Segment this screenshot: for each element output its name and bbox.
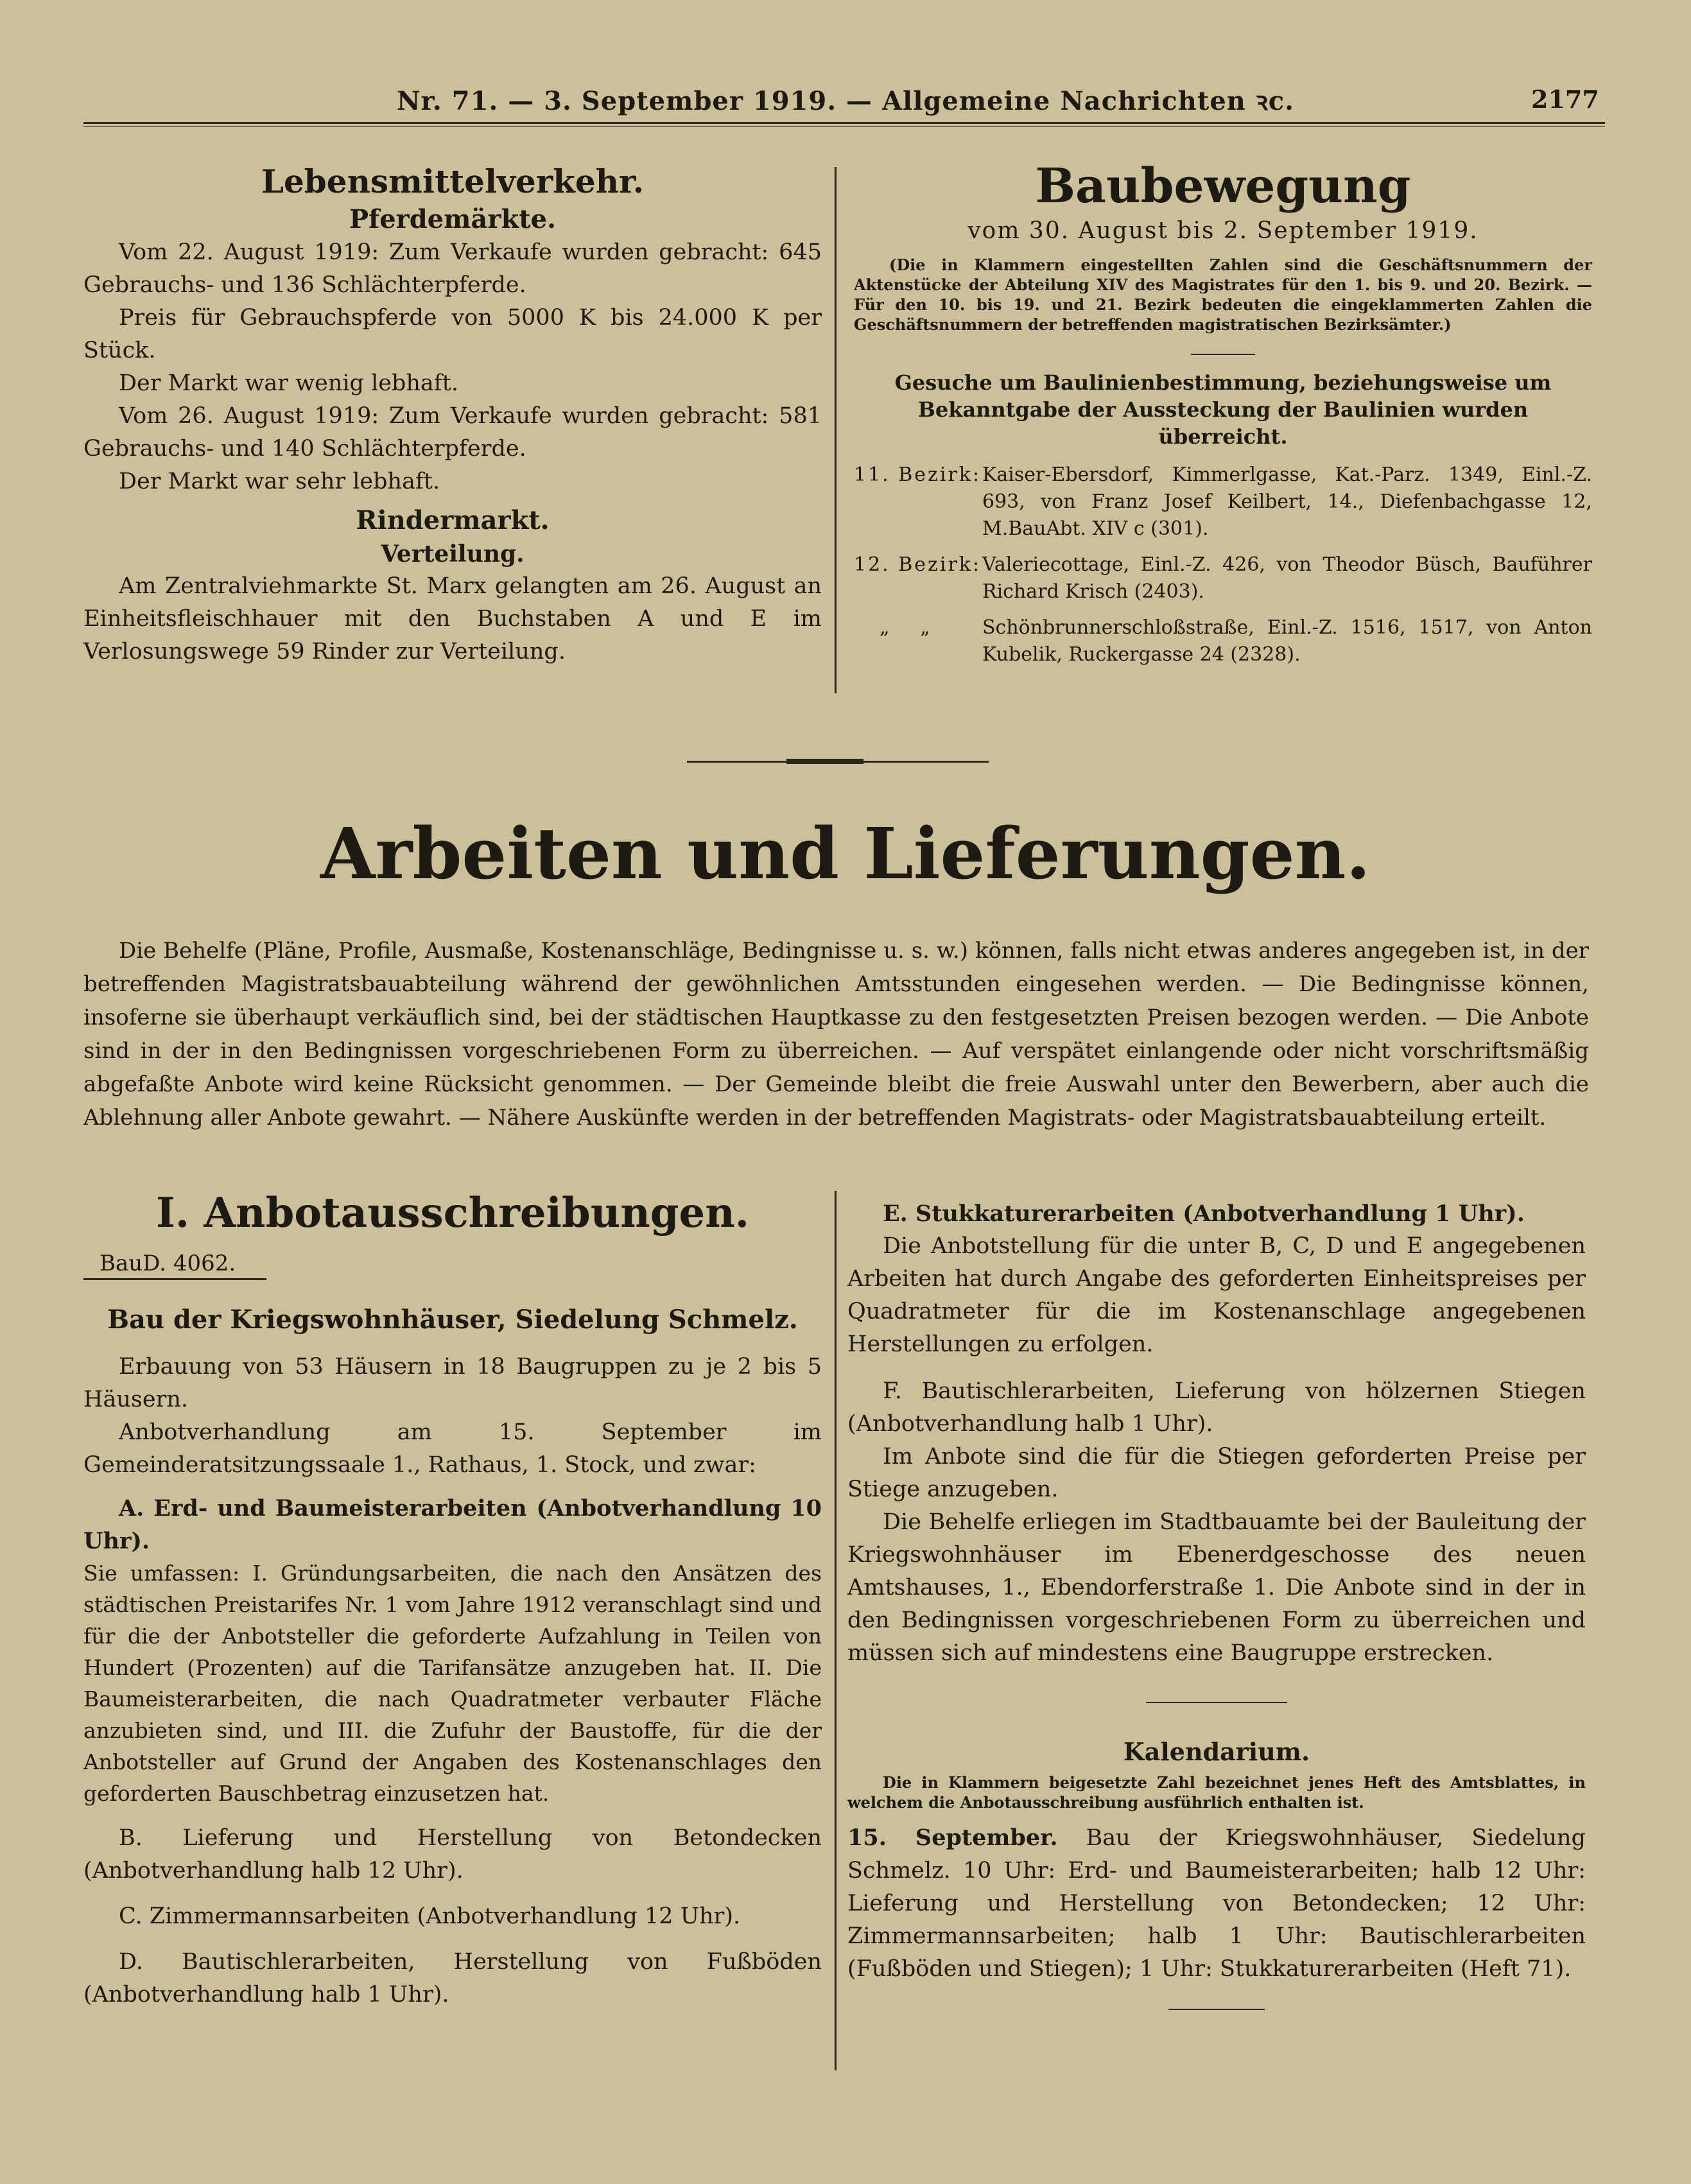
baulinien-title: Gesuche um Baulinienbestimmung, beziehungsweise um Bekanntgabe der Aussteckung der Baulinien wurden überreicht.: [894, 370, 1552, 449]
kalendarium-date: 15. September.: [847, 1824, 1058, 1851]
item-b: B. Lieferung und Herstellung von Betondecken (Anbotverhandlung halb 12 Uhr).: [83, 1825, 822, 1884]
paragraph: Vom 26. August 1919: Zum Verkaufe wurden gebracht: 581 Gebrauchs- und 140 Schlächterpferde.: [83, 403, 822, 462]
paragraph: Der Markt war wenig lebhaft.: [119, 370, 458, 396]
entry-text: Schönbrunnerschloßstraße, Einl.-Z. 1516, 1517, von Anton Kubelik, Ruckergasse 24 (2328).: [982, 616, 1592, 666]
entry-text: Valeriecottage, Einl.-Z. 426, von Theodor Büsch, Bauführer Richard Krisch (2403).: [982, 553, 1592, 603]
heading-kalendarium: Kalendarium.: [1123, 1737, 1310, 1766]
right-bottom-column: [847, 1197, 1586, 2010]
kalendarium-entry: [847, 1821, 1586, 1986]
column-divider-top: [835, 167, 837, 693]
running-header: Nr. 71. — 3. September 1919. — Allgemeine Nachrichten ꝛc.: [396, 86, 1295, 116]
kalendarium-note: Die in Klammern beigesetzte Zahl bezeichnet jenes Heft des Amtsblattes, in welchem die Anbotausschreibung ausführlich enthalten ist.: [847, 1773, 1586, 1812]
item-e-body: Die Anbotstellung für die unter B, C, D und E angegebenen Arbeiten hat durch Angabe des geforderten Einheitspreises per Quadratmeter für die im Kostenanschlage angegebenen Herstellungen zu erfolgen.: [847, 1233, 1586, 1357]
right-top-column: [854, 157, 1592, 668]
paragraph: Erbauung von 53 Häusern in 18 Baugruppen zu je 2 bis 5 Häusern.: [83, 1354, 822, 1412]
item-a-heading: A. Erd- und Baumeisterarbeiten (Anbotverhandlung 10 Uhr).: [83, 1495, 822, 1554]
baulinien-entries: [854, 462, 1592, 668]
item-f-body: Im Anbote sind die für die Stiegen geforderten Preise per Stiege anzugeben.: [847, 1444, 1586, 1502]
heading-lebensmittelverkehr: Lebensmittelverkehr.: [261, 162, 645, 200]
entry-label: 11. Bezirk:: [854, 464, 982, 486]
kalendarium-text: Bau der Kriegswohnhäuser, Siedelung Schmelz. 10 Uhr: Erd- und Baumeisterarbeiten; halb 12 Uhr: Lieferung und Herstellung von Betondecken; 12 Uhr: Zimmermannsarbeiten; halb 1 Uhr: Bautischlerarbeiten (Fußböden und Stiegen); 1 Uhr: Stukkaturerarbeiten (Heft 71).: [847, 1825, 1586, 1982]
baubewegung-note: (Die in Klammern eingestellten Zahlen sind die Geschäftsnummern der Aktenstücke der Abteilung XIV des Magistrates für den 1. bis 9. und 20. Bezirk. — Für den 10. bis 19. und 21. Bezirk bedeuten die eingeklammerten Zahlen die Geschäftsnummern der betreffenden magistratischen Bezirksämter.): [854, 256, 1592, 334]
reference-number: BauD. 4062.: [83, 1249, 266, 1280]
left-bottom-column: [83, 1184, 822, 2011]
entry-row: [854, 462, 1592, 542]
baubewegung-dates: vom 30. August bis 2. September 1919.: [967, 218, 1479, 244]
short-rule: [1191, 354, 1255, 355]
item-f-heading: F. Bautischlerarbeiten, Lieferung von hölzernen Stiegen (Anbotverhandlung halb 1 Uhr).: [847, 1378, 1586, 1437]
project-title: Bau der Kriegswohnhäuser, Siedelung Schmelz.: [107, 1304, 798, 1335]
column-divider-bottom: [835, 1191, 837, 2070]
behelfe-paragraph: Die Behelfe erliegen im Stadtbauamte bei der Bauleitung der Kriegswohnhäuser im Ebenerdgeschosse des neuen Amtshauses, 1., Ebendorferstraße 1. Die Anbote sind in der in den Bedingnissen vorgeschriebenen Form zu überreichen und müssen sich auf mindestens eine Baugruppe erstrecken.: [847, 1509, 1586, 1666]
heading-verteilung: Verteilung.: [381, 541, 525, 568]
header-rule-thin: [83, 126, 1605, 127]
paragraph: Preis für Gebrauchspferde von 5000 K bis 24.000 K per Stück.: [83, 305, 822, 363]
short-rule: [1146, 1702, 1287, 1703]
entry-row: [854, 614, 1592, 668]
item-c: C. Zimmermannsarbeiten (Anbotverhandlung 12 Uhr).: [119, 1903, 741, 1929]
paragraph: Vom 22. August 1919: Zum Verkaufe wurden gebracht: 645 Gebrauchs- und 136 Schlächterpferde.: [83, 239, 822, 298]
heading-rindermarkt: Rindermarkt.: [356, 505, 550, 535]
entry-row: [854, 551, 1592, 605]
paragraph: Der Markt war sehr lebhaft.: [119, 469, 440, 494]
main-intro: Die Behelfe (Pläne, Profile, Ausmaße, Kostenanschläge, Bedingnisse u. s. w.) können, falls nicht etwas anderes angegeben ist, in der betreffenden Magistratsbauabteilung während der gewöhnlichen Amtsstunden eingesehen werden. — Die Bedingnisse können, insoferne sie überhaupt verkäuflich sind, bei der städtischen Hauptkasse zu den festgesetzten Preisen bezogen werden. — Die Anbote sind in der in den Bedingnissen vorgeschriebenen Form zu überreichen. — Auf verspätet einlangende oder nicht vorschriftsmäßig abgefaßte Anbote wird keine Rücksicht genommen. — Der Gemeinde bleibt die freie Auswahl unter den Bewerbern, aber auch die Ablehnung aller Anbote gewahrt. — Nähere Auskünfte werden in der betreffenden Magistrats- oder Magistratsbauabteilung erteilt.: [83, 938, 1589, 1131]
entry-text: Kaiser-Ebersdorf, Kimmerlgasse, Kat.-Parz. 1349, Einl.-Z. 693, von Franz Josef Keilbert, 14., Diefenbachgasse 12, M.BauAbt. XIV c (301).: [982, 464, 1592, 540]
header-rule: [83, 122, 1605, 124]
entry-label: „ „: [880, 616, 930, 639]
main-title: Arbeiten und Lieferungen.: [320, 812, 1371, 895]
item-a-body: Sie umfassen: I. Gründungsarbeiten, die nach den Ansätzen des städtischen Preistarifes Nr. 1 vom Jahre 1912 veranschlagt sind und für die der Anbotsteller die geforderte Aufzahlung in Teilen von Hundert (Prozenten) auf die Tarifansätze anzugeben hat. II. Die Baumeisterarbeiten, die nach Quadratmeter verbauter Fläche anzubieten sind, und III. die Zufuhr der Baustoffe, für die der Anbotsteller auf Grund der Angaben des Kostenanschlages den geforderten Bauschbetrag einzusetzen hat.: [83, 1561, 822, 1806]
left-top-column: [83, 160, 822, 668]
section-separator-center: [786, 759, 863, 764]
page-number: 2177: [1531, 85, 1599, 114]
short-rule: [1168, 2009, 1265, 2010]
item-d: D. Bautischlerarbeiten, Herstellung von Fußböden (Anbotverhandlung halb 1 Uhr).: [83, 1949, 822, 2007]
item-e-heading: E. Stukkaturerarbeiten (Anbotverhandlung 1 Uhr).: [883, 1200, 1525, 1227]
paragraph: Am Zentralviehmarkte St. Marx gelangten am 26. August an Einheitsfleischhauer mit den Buchstaben A und E im Verlosungswege 59 Rinder zur Verteilung.: [83, 573, 822, 664]
paragraph: Anbotverhandlung am 15. September im Gemeinderatsitzungssaale 1., Rathaus, 1. Stock, und zwar:: [83, 1419, 822, 1478]
heading-baubewegung: Baubewegung: [1035, 159, 1411, 214]
heading-anbotausschreibungen: I. Anbotausschreibungen.: [155, 1189, 750, 1237]
entry-label: 12. Bezirk:: [854, 553, 982, 576]
heading-pferdemaerkte: Pferdemärkte.: [349, 204, 557, 234]
